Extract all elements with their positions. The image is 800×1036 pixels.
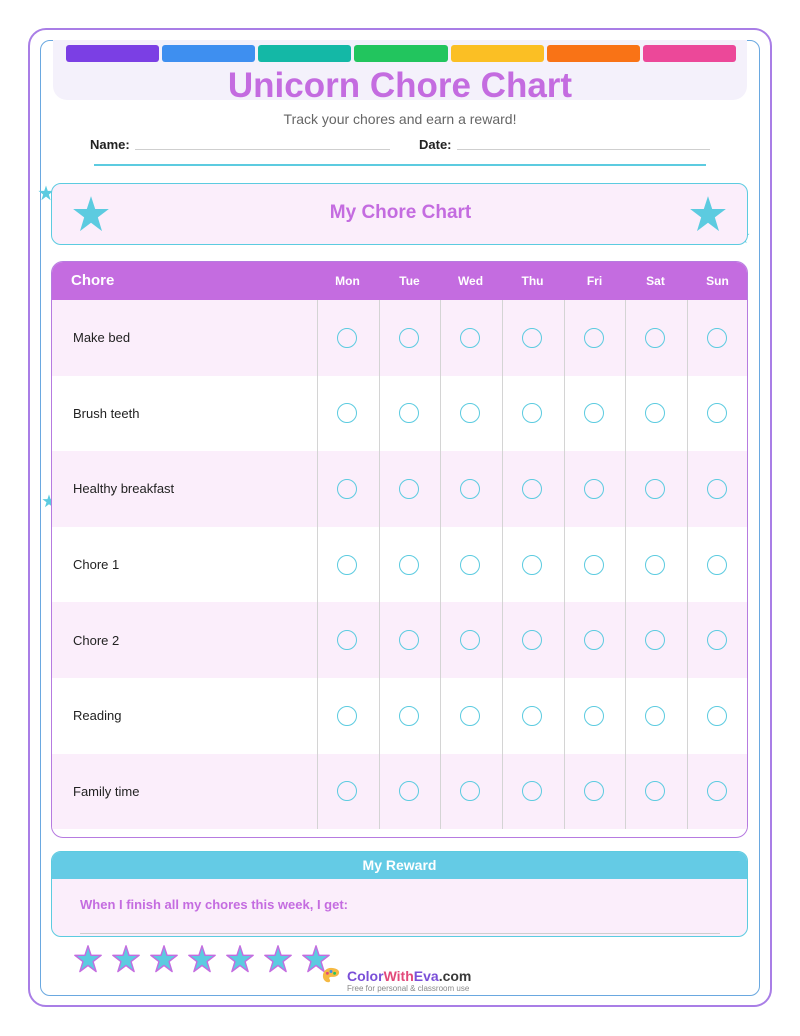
checkbox-tue[interactable] — [399, 781, 419, 801]
reward-star-icon — [112, 945, 140, 973]
column-divider — [687, 300, 688, 829]
table-row — [52, 602, 747, 678]
checkbox-sun[interactable] — [707, 328, 727, 348]
checkbox-sat[interactable] — [645, 555, 665, 575]
checkbox-sat[interactable] — [645, 781, 665, 801]
day-header-sun: Sun — [706, 274, 729, 288]
checkbox-mon[interactable] — [337, 403, 357, 423]
day-header-sat: Sat — [646, 274, 665, 288]
checkbox-thu[interactable] — [522, 328, 542, 348]
reward-prompt: When I finish all my chores this week, I get: — [80, 897, 349, 912]
chart-banner-title: My Chore Chart — [329, 202, 472, 223]
checkbox-tue[interactable] — [399, 403, 419, 423]
reward-box — [51, 851, 748, 937]
checkbox-tue[interactable] — [399, 328, 419, 348]
chore-column-header: Chore — [71, 272, 115, 289]
day-header-mon: Mon — [335, 274, 360, 288]
checkbox-mon[interactable] — [337, 555, 357, 575]
checkbox-fri[interactable] — [584, 328, 604, 348]
chore-label: Reading — [73, 708, 122, 724]
checkbox-sun[interactable] — [707, 403, 727, 423]
checkbox-fri[interactable] — [584, 781, 604, 801]
chore-table — [51, 261, 748, 838]
column-divider — [502, 300, 503, 829]
reward-star-icon — [264, 945, 292, 973]
star-icon — [689, 195, 727, 233]
column-divider — [625, 300, 626, 829]
checkbox-mon[interactable] — [337, 706, 357, 726]
reward-title: My Reward — [52, 852, 747, 879]
chart-banner — [51, 183, 748, 245]
reward-star-icon — [226, 945, 254, 973]
day-header-wed: Wed — [457, 274, 484, 288]
reward-input-line[interactable] — [80, 933, 720, 934]
checkbox-fri[interactable] — [584, 555, 604, 575]
column-divider — [379, 300, 380, 829]
checkbox-thu[interactable] — [522, 706, 542, 726]
palette-icon — [322, 967, 340, 985]
checkbox-tue[interactable] — [399, 630, 419, 650]
table-row — [52, 376, 747, 452]
rainbow-stripe — [66, 45, 736, 62]
checkbox-tue[interactable] — [399, 479, 419, 499]
checkbox-tue[interactable] — [399, 555, 419, 575]
column-divider — [564, 300, 565, 829]
name-field[interactable] — [135, 149, 390, 150]
column-divider — [317, 300, 318, 829]
chore-label: Brush teeth — [73, 405, 140, 421]
chore-label: Family time — [73, 783, 140, 799]
checkbox-fri[interactable] — [584, 479, 604, 499]
name-label: Name: — [90, 137, 130, 152]
date-label: Date: — [419, 137, 452, 152]
checkbox-wed[interactable] — [460, 706, 480, 726]
checkbox-thu[interactable] — [522, 630, 542, 650]
reward-star-icon — [188, 945, 216, 973]
checkbox-wed[interactable] — [460, 555, 480, 575]
checkbox-sat[interactable] — [645, 630, 665, 650]
checkbox-thu[interactable] — [522, 781, 542, 801]
date-field[interactable] — [457, 149, 710, 150]
checkbox-sun[interactable] — [707, 781, 727, 801]
rainbow-segment — [66, 45, 159, 62]
rainbow-segment — [451, 45, 544, 62]
chore-label: Make bed — [73, 330, 131, 346]
checkbox-mon[interactable] — [337, 781, 357, 801]
rainbow-segment — [354, 45, 447, 62]
table-row — [52, 527, 747, 603]
header-divider — [94, 164, 706, 166]
rainbow-segment — [162, 45, 255, 62]
rainbow-segment — [547, 45, 640, 62]
checkbox-wed[interactable] — [460, 781, 480, 801]
table-row — [52, 300, 747, 376]
checkbox-sun[interactable] — [707, 479, 727, 499]
checkbox-wed[interactable] — [460, 403, 480, 423]
day-header-fri: Fri — [586, 274, 603, 288]
table-row — [52, 754, 747, 830]
column-divider — [440, 300, 441, 829]
checkbox-fri[interactable] — [584, 403, 604, 423]
checkbox-thu[interactable] — [522, 555, 542, 575]
rainbow-segment — [258, 45, 351, 62]
reward-star-icon — [150, 945, 178, 973]
checkbox-sat[interactable] — [645, 328, 665, 348]
checkbox-sun[interactable] — [707, 630, 727, 650]
checkbox-fri[interactable] — [584, 706, 604, 726]
checkbox-sun[interactable] — [707, 555, 727, 575]
checkbox-sat[interactable] — [645, 706, 665, 726]
page-subtitle: Track your chores and earn a reward! — [283, 111, 517, 127]
table-row — [52, 678, 747, 754]
checkbox-mon[interactable] — [337, 630, 357, 650]
checkbox-thu[interactable] — [522, 403, 542, 423]
checkbox-mon[interactable] — [337, 328, 357, 348]
table-header — [52, 262, 747, 300]
day-header-thu: Thu — [521, 274, 544, 288]
checkbox-mon[interactable] — [337, 479, 357, 499]
chore-label: Healthy breakfast — [73, 481, 175, 497]
checkbox-wed[interactable] — [460, 479, 480, 499]
day-header-tue: Tue — [399, 274, 420, 288]
brand-tagline: Free for personal & classroom use — [347, 984, 470, 993]
checkbox-wed[interactable] — [460, 630, 480, 650]
rainbow-segment — [643, 45, 736, 62]
chore-label: Chore 1 — [73, 557, 120, 573]
page-title: Unicorn Chore Chart — [227, 66, 573, 105]
checkbox-fri[interactable] — [584, 630, 604, 650]
table-row — [52, 451, 747, 527]
checkbox-sun[interactable] — [707, 706, 727, 726]
checkbox-thu[interactable] — [522, 479, 542, 499]
checkbox-tue[interactable] — [399, 706, 419, 726]
brand-name: ColorWithEva.com — [347, 968, 472, 984]
checkbox-sat[interactable] — [645, 403, 665, 423]
checkbox-wed[interactable] — [460, 328, 480, 348]
checkbox-sat[interactable] — [645, 479, 665, 499]
chore-label: Chore 2 — [73, 632, 120, 648]
reward-star-icon — [74, 945, 102, 973]
bottom-stars — [74, 945, 330, 973]
